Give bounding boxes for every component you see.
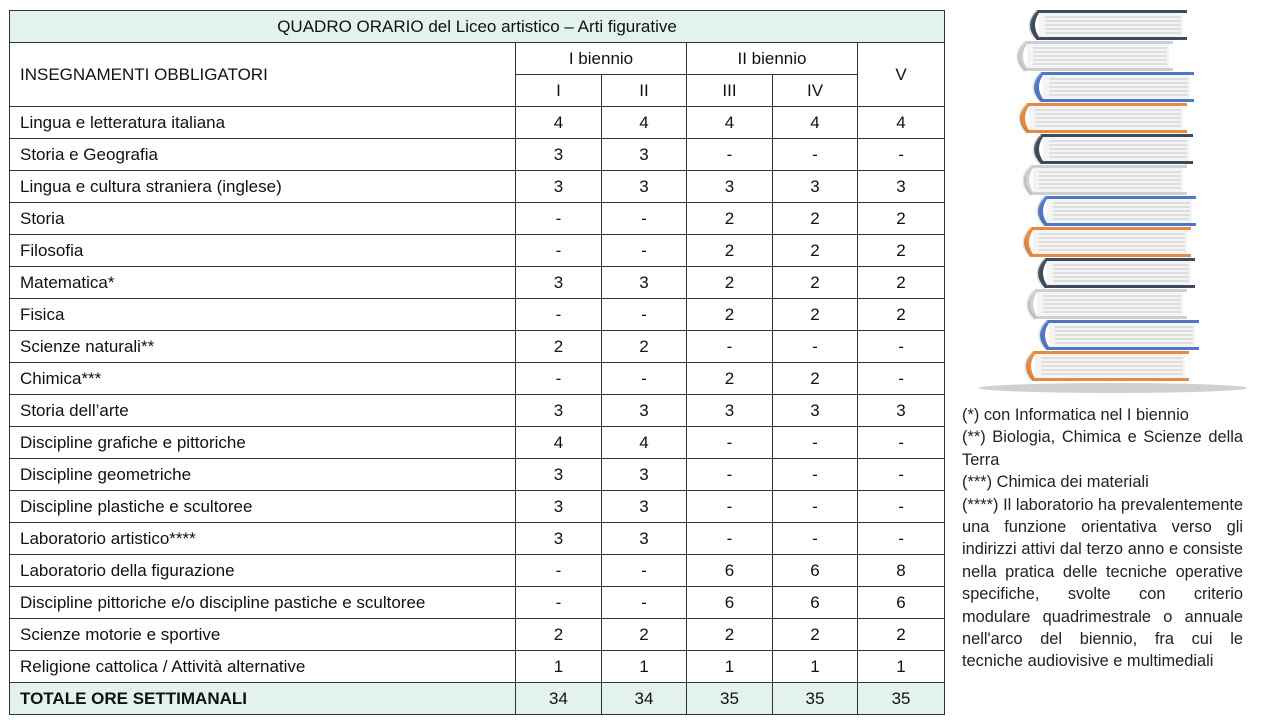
subject-cell: Discipline geometriche (10, 459, 516, 491)
hours-cell: - (602, 203, 687, 235)
hours-cell: - (858, 331, 945, 363)
hours-cell: - (773, 491, 858, 523)
hours-cell: - (602, 299, 687, 331)
hours-cell: 3 (516, 267, 602, 299)
book (1034, 134, 1193, 164)
subject-cell: Fisica (10, 299, 516, 331)
hours-cell: 3 (773, 171, 858, 203)
table-title: QUADRO ORARIO del Liceo artistico – Arti figurative (10, 11, 945, 43)
table-row (10, 395, 945, 427)
subject-cell: Filosofia (10, 235, 516, 267)
hours-cell: 1 (858, 651, 945, 683)
subjects-header: INSEGNAMENTI OBBLIGATORI (10, 43, 516, 107)
hours-cell: - (687, 491, 773, 523)
book (1026, 351, 1189, 381)
hours-cell: 2 (602, 331, 687, 363)
hours-cell: - (516, 203, 602, 235)
table-row (10, 427, 945, 459)
hours-cell: 2 (773, 203, 858, 235)
hours-cell: 3 (602, 395, 687, 427)
subject-cell: Chimica*** (10, 363, 516, 395)
subject-cell: Discipline pittoriche e/o discipline pastiche e scultoree (10, 587, 516, 619)
subject-cell: Storia e Geografia (10, 139, 516, 171)
hours-cell: - (602, 235, 687, 267)
book (1024, 165, 1187, 195)
group-header-i-biennio: I biennio (516, 43, 687, 75)
hours-cell: - (687, 427, 773, 459)
table-row (10, 139, 945, 171)
table-row (10, 619, 945, 651)
subject-cell: Storia dell’arte (10, 395, 516, 427)
stack-of-books-illustration (975, 6, 1250, 398)
hours-cell: - (858, 491, 945, 523)
hours-cell: 3 (516, 523, 602, 555)
subject-cell: Religione cattolica / Attività alternative (10, 651, 516, 683)
hours-cell: 2 (858, 299, 945, 331)
hours-cell: 2 (687, 299, 773, 331)
hours-cell: 34 (516, 683, 602, 715)
hours-cell: 2 (687, 235, 773, 267)
year-header: I (516, 75, 602, 107)
table-row (10, 651, 945, 683)
table-row (10, 203, 945, 235)
hours-cell: 4 (602, 107, 687, 139)
hours-cell: 2 (687, 619, 773, 651)
hours-cell: 1 (687, 651, 773, 683)
table-row (10, 491, 945, 523)
book (1038, 258, 1195, 288)
hours-cell: 2 (773, 619, 858, 651)
hours-cell: 3 (602, 139, 687, 171)
hours-cell: 35 (773, 683, 858, 715)
subject-cell: Scienze motorie e sportive (10, 619, 516, 651)
hours-cell: - (516, 555, 602, 587)
hours-cell: 2 (858, 235, 945, 267)
subject-cell: Discipline grafiche e pittoriche (10, 427, 516, 459)
hours-cell: - (858, 523, 945, 555)
hours-cell: 6 (687, 587, 773, 619)
hours-cell: 4 (516, 427, 602, 459)
book (1030, 10, 1187, 40)
hours-cell: 3 (516, 395, 602, 427)
hours-cell: 6 (687, 555, 773, 587)
footnote-4: (****) Il laboratorio ha prevalentemente una funzione orientativa verso gli indirizzi attivi dal terzo anno e consiste nella pratica delle tecniche operative specifiche, svolte con criterio modulare quadrimestrale o annuale nell'arco del biennio, fra cui le tecniche audiovisive e multimediali (962, 495, 1243, 671)
subject-cell: Laboratorio della figurazione (10, 555, 516, 587)
hours-cell: - (773, 331, 858, 363)
hours-cell: 3 (858, 395, 945, 427)
hours-cell: 3 (602, 523, 687, 555)
subject-cell: Matematica* (10, 267, 516, 299)
hours-cell: 1 (516, 651, 602, 683)
table-row (10, 235, 945, 267)
hours-cell: - (773, 139, 858, 171)
book (1018, 41, 1173, 71)
hours-cell: 2 (858, 619, 945, 651)
hours-cell: - (858, 427, 945, 459)
hours-cell: 3 (773, 395, 858, 427)
hours-cell: 8 (858, 555, 945, 587)
hours-cell: 2 (687, 203, 773, 235)
group-header-ii-biennio: II biennio (687, 43, 858, 75)
footnote-2: (**) Biologia, Chimica e Scienze della Terra (962, 428, 1243, 469)
table-row (10, 267, 945, 299)
hours-cell: - (773, 459, 858, 491)
hours-cell: - (602, 363, 687, 395)
hours-cell: 2 (773, 235, 858, 267)
hours-cell: 3 (602, 491, 687, 523)
subject-cell: Scienze naturali** (10, 331, 516, 363)
hours-cell: 3 (516, 459, 602, 491)
hours-cell: 4 (858, 107, 945, 139)
year-header: IV (773, 75, 858, 107)
book (1034, 72, 1194, 102)
table-row (10, 331, 945, 363)
hours-cell: - (602, 555, 687, 587)
hours-cell: 4 (687, 107, 773, 139)
total-row (10, 683, 945, 715)
hours-cell: 2 (687, 363, 773, 395)
hours-cell: - (602, 587, 687, 619)
hours-cell: - (687, 459, 773, 491)
hours-cell: - (773, 427, 858, 459)
hours-cell: 2 (773, 299, 858, 331)
book (1024, 227, 1191, 257)
hours-cell: 3 (687, 171, 773, 203)
hours-cell: 2 (858, 267, 945, 299)
hours-cell: - (858, 459, 945, 491)
subject-cell: Discipline plastiche e scultoree (10, 491, 516, 523)
hours-cell: 2 (516, 331, 602, 363)
book (1020, 103, 1187, 133)
hours-cell: 3 (516, 139, 602, 171)
table-row (10, 171, 945, 203)
hours-cell: 3 (602, 267, 687, 299)
footnote-1: (*) con Informatica nel I biennio (962, 406, 1189, 424)
hours-cell: 2 (516, 619, 602, 651)
subject-cell: Laboratorio artistico**** (10, 523, 516, 555)
year-header: II (602, 75, 687, 107)
hours-cell: - (516, 235, 602, 267)
table-row (10, 363, 945, 395)
hours-cell: 3 (516, 491, 602, 523)
table-row (10, 555, 945, 587)
hours-cell: - (858, 363, 945, 395)
hours-cell: 35 (858, 683, 945, 715)
subject-cell: Lingua e cultura straniera (inglese) (10, 171, 516, 203)
hours-cell: - (516, 587, 602, 619)
book (1038, 196, 1196, 226)
group-header-v: V (858, 43, 945, 107)
hours-cell: 3 (516, 171, 602, 203)
hours-cell: 4 (773, 107, 858, 139)
hours-cell: 2 (773, 267, 858, 299)
hours-cell: 35 (687, 683, 773, 715)
table-row (10, 523, 945, 555)
hours-cell: 2 (773, 363, 858, 395)
hours-cell: 1 (773, 651, 858, 683)
hours-cell: 6 (773, 587, 858, 619)
hours-cell: 3 (602, 171, 687, 203)
subject-cell: TOTALE ORE SETTIMANALI (10, 683, 516, 715)
hours-cell: 4 (602, 427, 687, 459)
hours-cell: 3 (602, 459, 687, 491)
year-header: III (687, 75, 773, 107)
hours-cell: 34 (602, 683, 687, 715)
hours-cell: 4 (516, 107, 602, 139)
subject-cell: Lingua e letteratura italiana (10, 107, 516, 139)
hours-cell: 3 (687, 395, 773, 427)
hours-cell: 2 (858, 203, 945, 235)
hours-cell: - (516, 363, 602, 395)
table-row (10, 299, 945, 331)
hours-cell: 3 (858, 171, 945, 203)
hours-cell: - (858, 139, 945, 171)
hours-cell: 1 (602, 651, 687, 683)
hours-cell: 6 (858, 587, 945, 619)
table-row (10, 459, 945, 491)
hours-cell: 2 (687, 267, 773, 299)
book (1040, 320, 1199, 350)
timetable (9, 10, 945, 715)
table-row (10, 587, 945, 619)
hours-cell: - (687, 331, 773, 363)
hours-cell: 2 (602, 619, 687, 651)
hours-cell: 6 (773, 555, 858, 587)
book (1028, 289, 1187, 319)
footnotes (962, 404, 1243, 673)
footnote-3: (***) Chimica dei materiali (962, 473, 1149, 492)
hours-cell: - (687, 523, 773, 555)
hours-cell: - (773, 523, 858, 555)
hours-cell: - (516, 299, 602, 331)
table-row (10, 107, 945, 139)
subject-cell: Storia (10, 203, 516, 235)
hours-cell: - (687, 139, 773, 171)
